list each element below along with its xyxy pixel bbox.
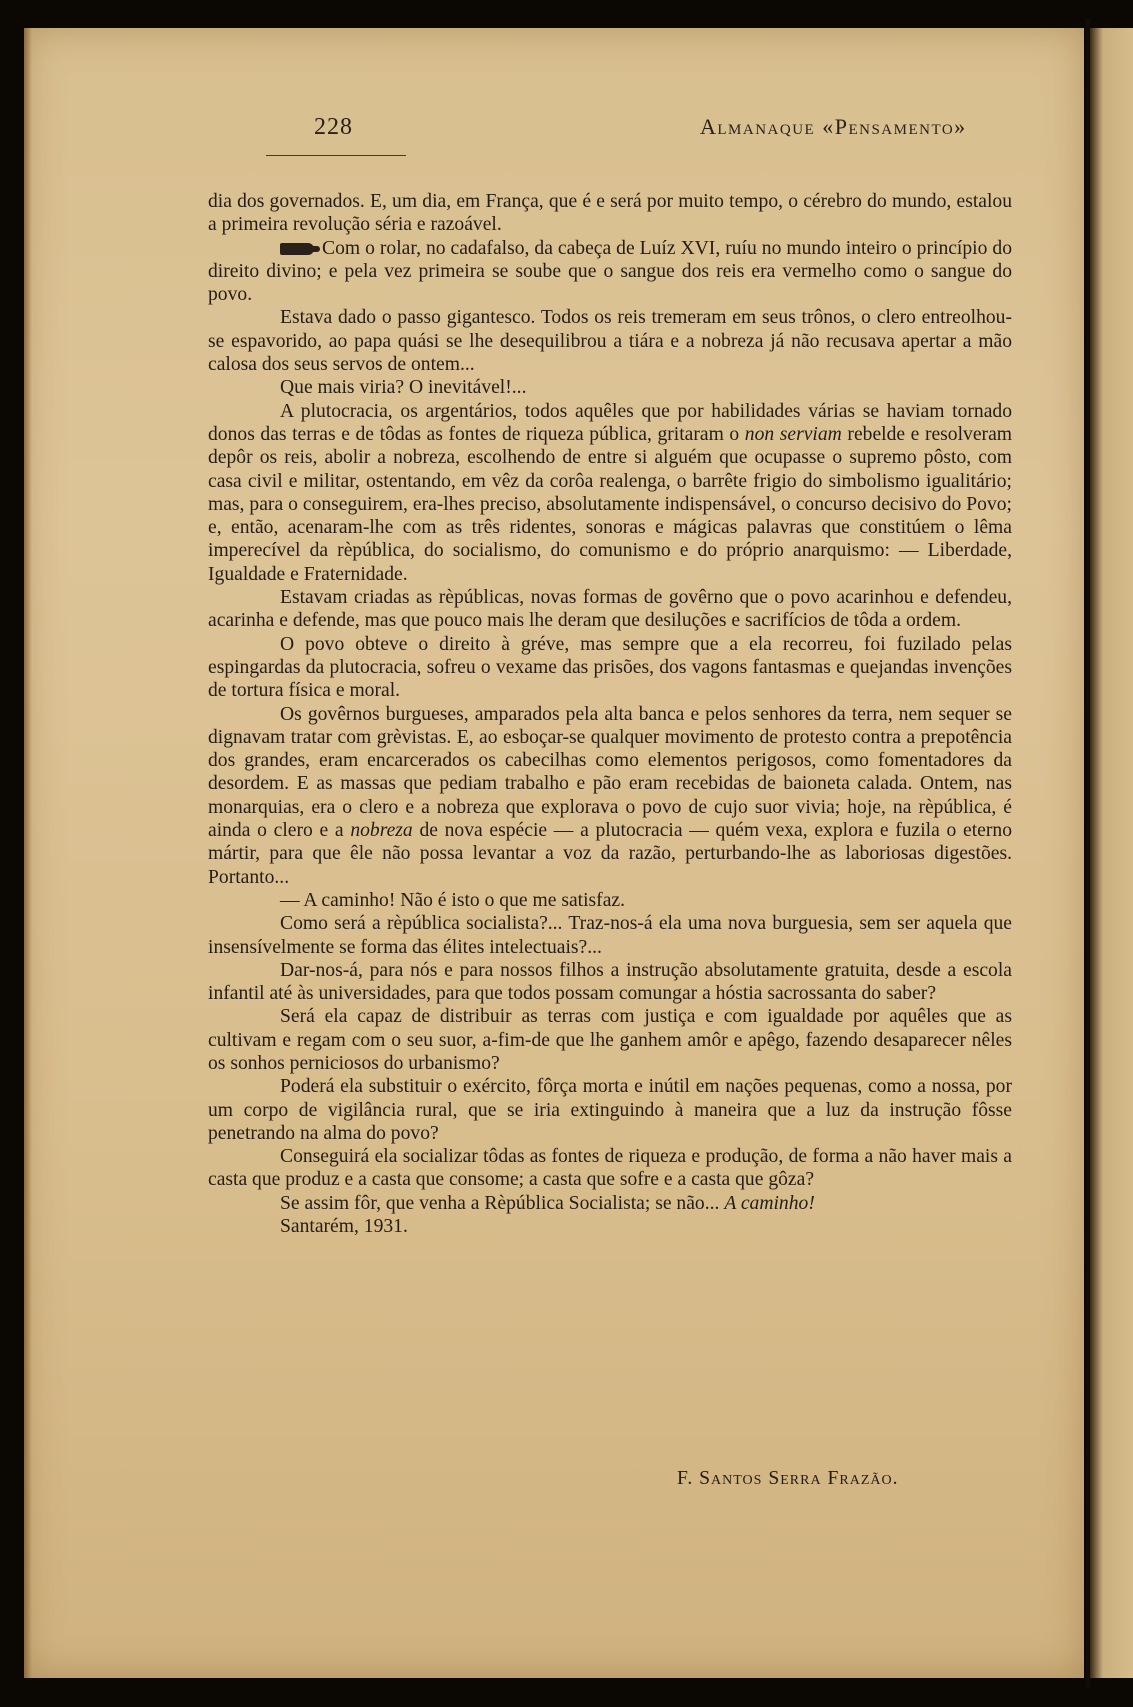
italic-phrase: A caminho!: [724, 1192, 815, 1214]
text-run: Dar-nos-á, para nós e para nossos filhos a instrução absolutamente gratuita, desde a escola infantil até às universidades, para que todos possam comungar a hóstia sacrossanta do saber?: [208, 959, 1012, 1005]
page-number: 228: [314, 114, 353, 140]
paragraph: [208, 1145, 1012, 1192]
italic-phrase: non serviam: [744, 423, 842, 445]
author-signature: F. Santos Serra Frazão.: [677, 1468, 899, 1489]
text-run: Se assim fôr, que venha a Rèpública Socialista; se não...: [280, 1192, 725, 1214]
text-run: Estavam criadas as rèpúblicas, novas formas de govêrno que o povo acarinhou e defendeu, acarinha e defende, mas que pouco mais lhe deram que desiluções e sacrifícios de tôda a ordem.: [208, 587, 1012, 632]
paragraph: [208, 190, 1012, 237]
text-run: O povo obteve o direito à gréve, mas sempre que a ela recorreu, foi fuzilado pelas espingardas da plutocracia, sofreu o vexame das prisões, dos vagons fantasmas e quejandas invenções de tortura física e moral.: [208, 633, 1012, 702]
text-run: Como será a rèpública socialista?... Traz-nos-á ela uma nova burguesia, sem ser aquela que insensívelmente se forma das élites intelectuais?...: [208, 913, 1012, 958]
text-run: A plutocracia, os argentários, todos aquêles que por habilidades várias se haviam tornado donos das terras e de tôdas as fontes de riqueza pública, gritaram o: [208, 400, 1012, 445]
text-run: — A caminho! Não é isto o que me satisfaz.: [280, 889, 625, 911]
pointing-hand-icon: [280, 243, 314, 255]
text-run: Será ela capaz de distribuir as terras com justiça e com igualdade por aquêles que as cultivam e regam com o seu suor, a-fim-de que lhe ganhem amôr e apêgo, fazendo desaparecer nêles os sonhos perniciosos do urbanismo?: [208, 1006, 1012, 1074]
text-run: Poderá ela substituir o exército, fôrça morta e inútil em nações pequenas, como a nossa, por um corpo de vigilância rural, que se iria extinguindo à maneira que a luz da instrução fôsse penetrando na alma do povo?: [208, 1076, 1012, 1144]
page-header: [0, 114, 1133, 154]
header-rule: [266, 155, 406, 156]
text-run: Conseguirá ela socializar tôdas as fontes de riqueza e produção, de forma a não haver mais a casta que produz e a casta que consome; a casta que sofre e a casta que gôza?: [208, 1146, 1012, 1191]
text-run: rebelde e resolveram depôr os reis, abolir a nobreza, escolhendo de entre si alguém que ocupasse o supremo pôsto, com casa civil e militar, ostentando, em vêz da corôa realenga, o barrête frigio do simbolismo igualitário; mas, para o conseguirem, era-lhes preciso, absolutamente indispensável, o concurso decisivo do Povo; e, então, acenaram-lhe com as três ridentes, sonoras e mágicas palavras que constitúem o lêma imperecível da rèpública, do socialismo, do comunismo e do próprio anarquismo: — Liberdade, Igualdade e Fraternidade.: [208, 423, 1013, 585]
paragraph: [208, 1075, 1012, 1145]
paragraph: [208, 1005, 1012, 1075]
paragraph: [208, 912, 1012, 959]
text-run: dia dos governados. E, um dia, em França, que é e será por muito tempo, o cérebro do mundo, estalou a primeira revolução séria e razoável.: [208, 191, 1012, 236]
paragraph: [208, 237, 1012, 307]
paragraph: [208, 633, 1012, 703]
text-run: Estava dado o passo gigantesco. Todos os reis tremeram em seus trônos, o clero entreolhou-se espavorido, ao papa quási se lhe desequilibrou a tiára e a nobreza já não recusava apertar a mão calosa dos seus servos de ontem...: [208, 307, 1012, 376]
paragraph: [208, 586, 1012, 633]
paragraph: [208, 959, 1012, 1006]
paragraph: [208, 1192, 1012, 1215]
text-run: Os govêrnos burgueses, amparados pela alta banca e pelos senhores da terra, nem sequer se dignavam tratar com grèvistas. E, ao esboçar-se qualquer movimento de protesto contra a prepotência dos grandes, eram encarcerados os cabecilhas como elementos perigosos, como fomentadores da desordem. E as massas que pediam trabalho e pão eram recebidas de baioneta calada. Ontem, nas monarquias, era o clero e a nobreza que explorava o povo de cujo suor vivia; hoje, na rèpública, é ainda o clero e a: [208, 703, 1012, 842]
text-run: de nova espécie — a plutocracia — quém vexa, explora e fuzila o eterno mártir, para que êle não possa levantar a voz da razão, perturbando-lhe as laboriosas digestões. Portanto...: [208, 820, 1012, 888]
paragraph: [208, 889, 1012, 912]
running-title: Almanaque «Pensamento»: [700, 114, 967, 139]
article-body: [208, 190, 1012, 1238]
paragraph: [208, 306, 1012, 376]
date-line: Santarém, 1931.: [280, 1216, 408, 1238]
paragraph: [208, 376, 1012, 399]
text-run: Com o rolar, no cadafalso, da cabeça de Luíz XVI, ruíu no mundo inteiro o princípio do direito divino; e pela vez primeira se soube que o sangue dos reis era vermelho como o sangue do povo.: [208, 237, 1012, 306]
paragraph: [208, 703, 1012, 889]
italic-phrase: nobreza: [350, 820, 413, 842]
page-edge-shadow: [24, 28, 32, 1678]
book-spine: [1090, 28, 1133, 1678]
text-run: Que mais viria? O inevitável!...: [280, 377, 527, 399]
paragraph: [208, 400, 1012, 586]
